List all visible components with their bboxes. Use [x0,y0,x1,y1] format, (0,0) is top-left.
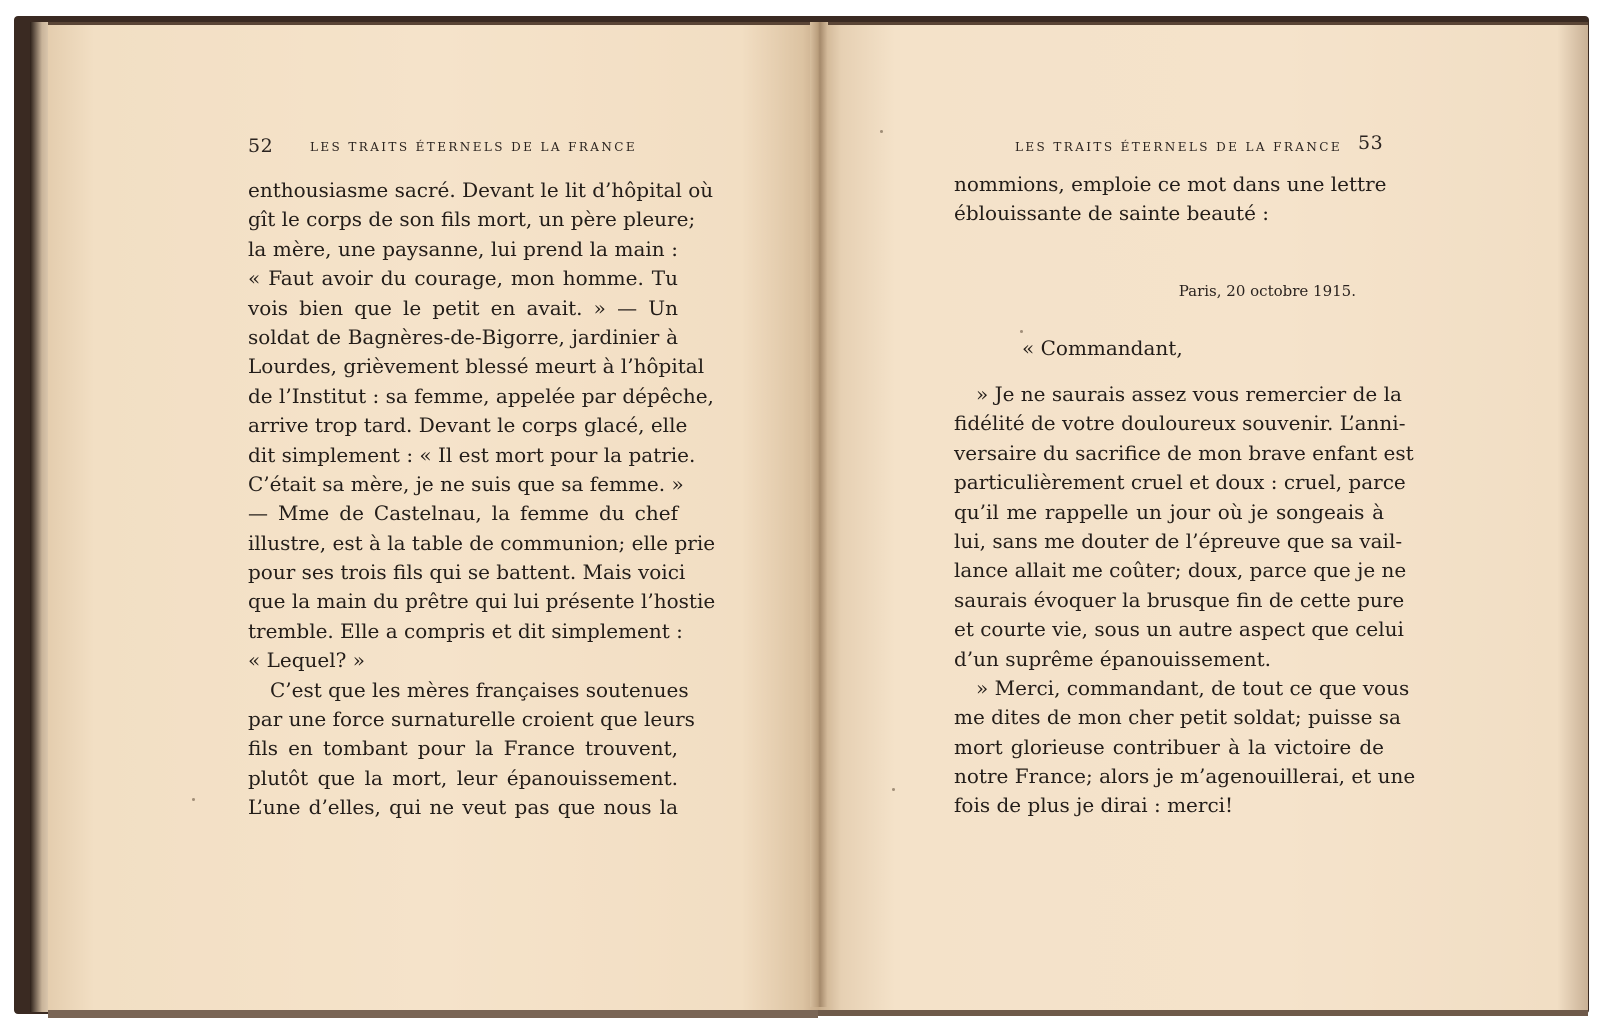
text-line: « Lequel? » [248,648,365,673]
text-line: pour ses trois fils qui se battent. Mais voici [248,560,686,585]
text-line: C’était sa mère, je ne suis que sa femme. » [248,471,684,496]
text-line: d’un suprême épanouissement. [954,646,1271,671]
text-line: » Je ne saurais assez vous remercier de la [976,382,1402,406]
text-line: » Merci, commandant, de tout ce que vous [976,675,1410,700]
right-page-intro [954,170,1387,229]
text-line: gît le corps de son fils mort, un père pleure; [248,207,696,232]
text-line: L’une d’elles, qui ne veut pas que nous la [248,795,678,820]
text-line: me dites de mon cher petit soldat; puisse sa [954,705,1401,730]
text-line: — Mme de Castelnau, la femme du chef [248,501,678,526]
text-line: fils en tombant pour la France trouvent, [248,736,678,761]
paper-speck [892,788,895,791]
right-running-title: LES TRAITS ÉTERNELS DE LA FRANCE [1015,140,1342,154]
text-line: Lourdes, grièvement blessé meurt à l’hôpital [248,354,705,379]
letter-body [954,380,1416,821]
paper-speck [192,798,195,801]
text-line: fidélité de votre douloureux souvenir. L’anni- [954,411,1406,436]
text-line: que la main du prêtre qui lui présente l’hostie [248,589,716,614]
left-running-title: LES TRAITS ÉTERNELS DE LA FRANCE [310,140,637,154]
text-line: la mère, une paysanne, lui prend la main : [248,236,678,261]
text-line: nommions, emploie ce mot dans une lettre [954,172,1387,196]
text-line: fois de plus je dirai : merci! [954,793,1234,818]
book-gutter [810,22,828,1007]
text-line: tremble. Elle a compris et dit simplement : [248,618,683,643]
text-line: et courte vie, sous un autre aspect que celui [954,617,1404,642]
left-page-number: 52 [248,135,274,157]
text-line: plutôt que la mort, leur épanouissement. [248,765,678,790]
text-line: vois bien que le petit en avait. » — Un [248,295,678,320]
right-page-number: 53 [1358,132,1384,154]
left-page-body [248,176,716,823]
text-line: lance allait me coûter; doux, parce que je ne [954,558,1407,583]
text-line: lui, sans me douter de l’épreuve que sa vail- [954,528,1403,553]
text-line: illustre, est à la table de communion; elle prie [248,530,716,555]
text-line: C’est que les mères françaises soutenues [270,677,689,702]
text-line: mort glorieuse contribuer à la victoire de [954,734,1384,759]
text-line: par une force surnaturelle croient que leurs [248,707,695,732]
text-line: éblouissante de sainte beauté : [954,201,1270,226]
text-line: notre France; alors je m’agenouillerai, et une [954,764,1416,789]
paper-speck [1020,330,1023,333]
text-line: « Faut avoir du courage, mon homme. Tu [248,266,678,291]
letter-dateline: Paris, 20 octobre 1915. [1178,282,1356,300]
text-line: soldat de Bagnères-de-Bigorre, jardinier à [248,324,678,349]
text-line: particulièrement cruel et doux : cruel, parce [954,470,1406,495]
text-line: dit simplement : « Il est mort pour la patrie. [248,442,696,467]
paper-speck [880,130,883,133]
text-line: qu’il me rappelle un jour où je songeais à [954,499,1384,524]
text-line: de l’Institut : sa femme, appelée par dépêche, [248,383,714,408]
text-line: enthousiasme sacré. Devant le lit d’hôpital où [248,178,714,202]
letter-salutation: « Commandant, [1022,336,1183,360]
text-line: arrive trop tard. Devant le corps glacé, elle [248,413,688,438]
text-line: versaire du sacrifice de mon brave enfant est [954,440,1414,465]
text-line: saurais évoquer la brusque fin de cette pure [954,587,1405,612]
